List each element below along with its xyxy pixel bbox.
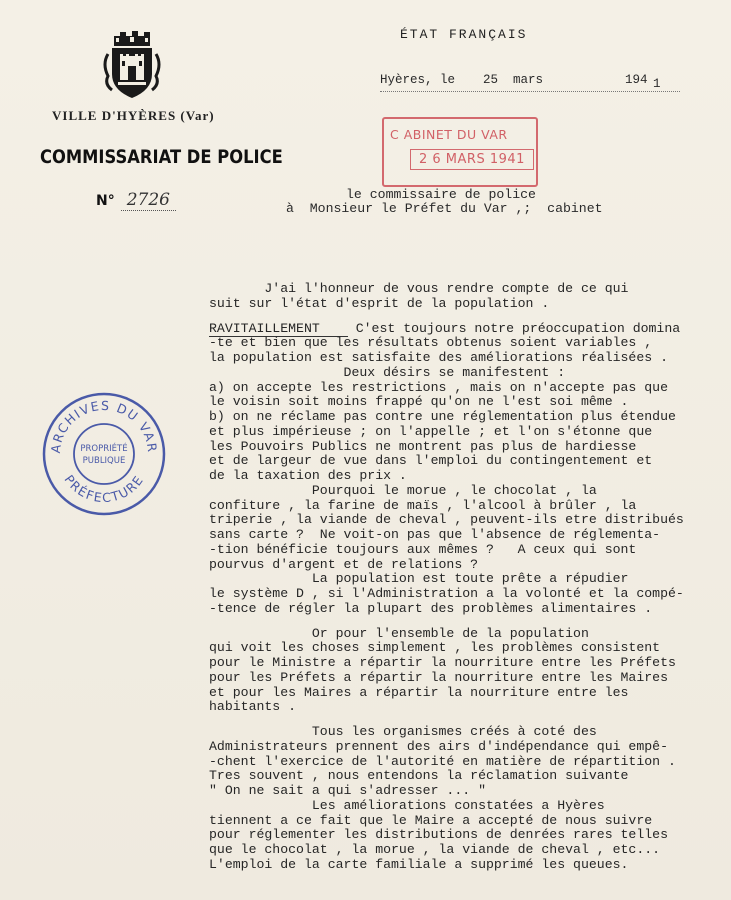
body-line: " On ne sait a qui s'adresser ... " — [209, 783, 486, 798]
body-line: triperie , la viande de cheval , peuvent-ils etre distribués — [209, 512, 684, 528]
body-line: suit sur l'état d'esprit de la population . — [209, 295, 550, 311]
body-line: habitants . — [209, 699, 297, 715]
coat-of-arms-icon — [102, 28, 162, 100]
body-line: RAVITAILLEMENT C'est toujours notre préoccupation domina — [209, 320, 681, 336]
body-line: pourvus d'argent et de relations ? — [209, 556, 479, 572]
svg-text:PRÉFECTURE — [61, 472, 146, 505]
body-line: J'ai l'honneur de vous rendre compte de ce qui — [209, 281, 629, 296]
body-line — [209, 617, 729, 627]
body-line: et pour les Maires a répartir la nourriture entre les — [209, 684, 629, 700]
body-line: Pourquoi le morue , le chocolat , la — [209, 482, 597, 498]
body-line: le système D , si l'Administration a la volonté et la compé- — [209, 586, 684, 601]
body-line: qui voit les choses simplement , les problèmes consistent — [209, 640, 661, 656]
body-line: b) on ne réclame pas contre une réglementation plus étendue — [209, 409, 676, 424]
reference-number — [96, 190, 176, 210]
body-line: pour les Préfets a répartir la nourriture entre les Maires — [209, 669, 668, 685]
body-line: pour le Ministre a répartir la nourriture entre les Préfets — [209, 655, 676, 670]
body-line: le voisin soit moins frappé qu'on ne l'est soi même . — [209, 394, 629, 410]
body-line: -tion bénéficie toujours aux mêmes ? A ceux qui sont — [209, 541, 637, 557]
office-title: COMMISSARIAT DE POLICE — [40, 146, 283, 168]
letter-body — [209, 282, 729, 873]
reference-number-value: 2726 — [121, 190, 176, 211]
address-recipient: à Monsieur le Préfet du Var ,; cabinet — [286, 201, 603, 216]
body-line: a) on accepte les restrictions , mais on n'accepte pas que — [209, 379, 668, 395]
stamp-office: C ABINET DU VAR — [390, 127, 508, 142]
body-line: Les améliorations constatées a Hyères — [209, 797, 605, 813]
city-name: VILLE D'HYÈRES (Var) — [52, 108, 215, 123]
body-line: la population est satisfaite des améliorations réalisées . — [209, 350, 668, 365]
reference-number-label: N° — [96, 193, 115, 209]
archive-stamp-bottom-text: PRÉFECTURE — [61, 472, 147, 506]
body-line: Administrateurs prennent des airs d'indépendance qui empê- — [209, 738, 668, 754]
body-line: -tence de régler la plupart des problèmes alimentaires . — [209, 600, 653, 616]
archive-stamp-top-text: ARCHIVES DU VAR — [47, 397, 161, 454]
date-year-digit: 1 — [653, 77, 661, 91]
stamp-date: 2 6 MARS 1941 — [410, 149, 534, 170]
body-line: sans carte ? Ne voit-on pas que l'absence de réglementa- — [209, 527, 661, 542]
body-line: les Pouvoirs Publics ne montrent pas plus de hardiesse — [209, 438, 637, 454]
body-line: pour réglementer les distributions de denrées rares telles — [209, 827, 668, 843]
archive-stamp-inner-line2: PUBLIQUE — [82, 456, 126, 466]
date-place: Hyères, le — [380, 73, 456, 87]
body-line: confiture , la farine de maïs , l'alcool à brûler , la — [209, 497, 637, 513]
body-line: tiennent a ce fait que le Maire a accepté de nous suivre — [209, 812, 653, 828]
body-line: La population est toute prête a répudier — [209, 571, 629, 587]
section-heading: RAVITAILLEMENT — [209, 322, 348, 338]
state-header: ÉTAT FRANÇAIS — [400, 27, 528, 42]
address-sender: le commissaire de police — [346, 187, 536, 202]
body-line: que le chocolat , la morue , la viande de cheval , etc... — [209, 842, 661, 857]
body-line: Tres souvent , nous entendons la réclamation suivante — [209, 768, 629, 784]
archive-stamp-icon — [40, 390, 168, 518]
body-line: Tous les organismes créés à coté des — [209, 724, 597, 739]
archive-stamp-inner-line1: PROPRIÉTÉ — [80, 444, 128, 454]
received-stamp — [382, 117, 538, 187]
body-line — [209, 312, 729, 322]
date-year: 194 — [625, 73, 648, 87]
body-line: -chent l'exercice de l'autorité en matière de répartition . — [209, 753, 676, 769]
body-line: et plus impérieuse ; on l'appelle ; et l'on s'étonne que — [209, 423, 653, 439]
body-line: L'emploi de la carte familiale a supprimé les queues. — [209, 856, 629, 872]
date-month: mars — [513, 73, 544, 87]
date-day: 25 — [483, 73, 499, 87]
body-line: Or pour l'ensemble de la population — [209, 625, 589, 641]
body-line: Deux désirs se manifestent : — [209, 364, 566, 380]
body-line: de la taxation des prix . — [209, 468, 407, 483]
body-line: -te et bien que les résultats obtenus soient variables , — [209, 335, 653, 351]
body-line: et de largeur de vue dans l'emploi du contingentement et — [209, 453, 653, 469]
date-line — [380, 73, 680, 92]
